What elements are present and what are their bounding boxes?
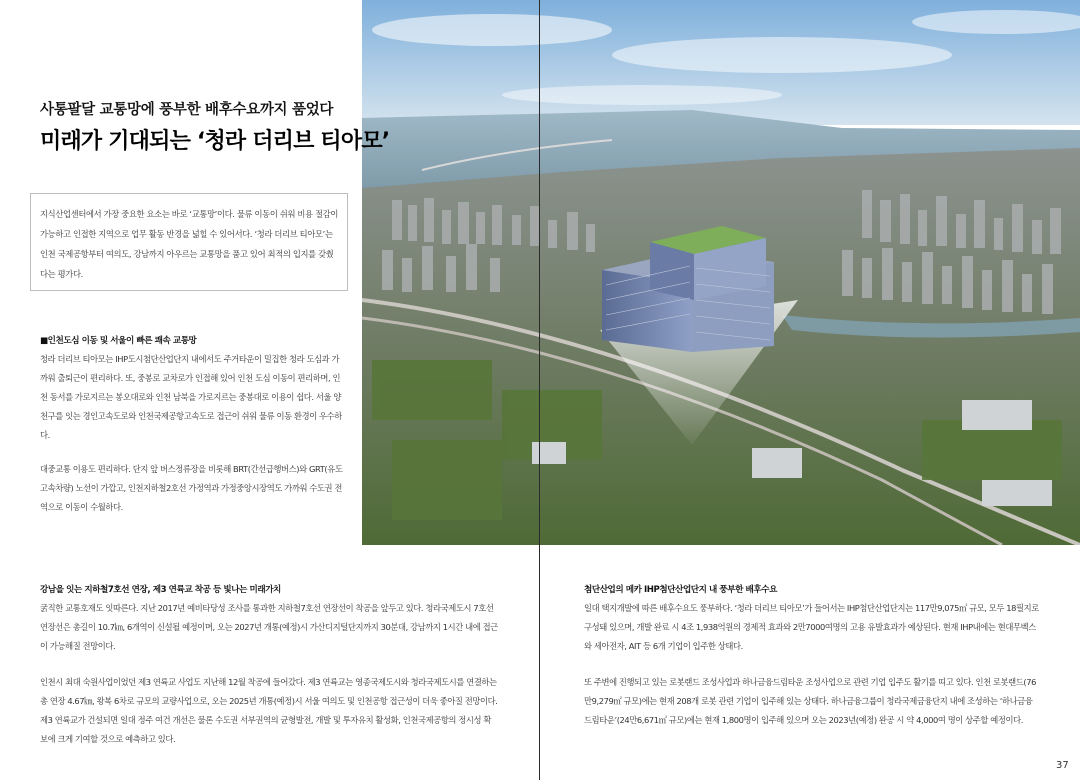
section-demand [584,583,1039,730]
page-gutter [539,0,540,780]
section-transport-paragraph-2: 대중교통 이용도 편리하다. 단지 앞 버스정류장을 비롯해 BRT(간선급행버스)와 GRT(유도고속차량) 노선이 가깝고, 인천지하철2호선 가정역과 가정중앙시장역도 가까워 수도권 전역으로 이동이 수월하다. [40,464,343,512]
section-transport [40,334,346,517]
intro-box [30,193,348,291]
aerial-rendering-image [362,0,1080,545]
section-demand-paragraph-2: 또 주변에 진행되고 있는 로봇랜드 조성사업과 하나금융드림타운 조성사업으로 관련 기업 입주도 활기를 띠고 있다. 인천 로봇랜드(76만9,279㎡ 규모)에는 현재 208개 로봇 관련 기업이 입주해 있는 상태다. 하나금융그룹이 청라국제금융단지 내에 조성하는 ‘하나금융드림타운’(24만6,671㎡ 규모)에는 현재 1,800명이 입주해 있으며 오는 2023년(예정) 완공 시 약 4,000여 명이 상주할 예정이다. [584,677,1036,725]
section-demand-paragraph-1: 일대 택지개발에 따른 배후수요도 풍부하다. ‘청라 더리브 티아모’가 들어서는 IHP첨단산업단지는 117만9,075㎡ 규모, 모두 18필지로 구성돼 있으며, 개발 완료 시 4조 1,938억원의 경제적 효과와 2만7000여명의 고용 유발효과가 예상된다. 현재 IHP내에는 현대무벡스와 세아전자, AIT 등 6개 기업이 입주한 상태다. [584,603,1039,651]
section-subway-paragraph-1: 굵직한 교통호재도 잇따른다. 지난 2017년 예비타당성 조사를 통과한 지하철7호선 연장선이 착공을 앞두고 있다. 청라국제도시 7호선 연장선은 총길이 10.7㎞, 6개역이 신설될 예정이며, 오는 2027년 개통(예정)시 가산디지털단지까지 30분대, 강남까지 1시간 내에 접근이 가능해질 전망이다. [40,603,498,651]
section-demand-heading: 첨단산업의 메카 IHP첨단산업단지 내 풍부한 배후수요 [584,585,777,595]
page-number: 37 [1056,760,1069,771]
section-subway-paragraph-2: 인천시 최대 숙원사업이었던 제3 연륙교 사업도 지난해 12월 착공에 들어갔다. 제3 연륙교는 영종국제도시와 청라국제도시를 연결하는 총 연장 4.67㎞, 왕복 6차로 규모의 교량사업으로, 오는 2025년 개통(예정)시 서울 여의도 및 인천공항 접근성이 더욱 좋아질 전망이다. 제3 연륙교가 건설되면 일대 정주 여건 개선은 물론 수도권 서부권역의 균형발전, 개발 및 투자유치 활성화, 인천국제공항의 정시성 확보에 크게 기여할 것으로 예측하고 있다. [40,677,498,744]
section-subway [40,583,498,749]
section-transport-heading: ■인천도심 이동 및 서울이 빠른 쾌속 교통망 [40,336,197,346]
article-subtitle: 사통팔달 교통망에 풍부한 배후수요까지 품었다 [40,102,334,118]
article-title: 미래가 기대되는 ‘청라 더리브 티아모’ [40,129,390,154]
section-subway-heading: 강남을 잇는 지하철7호선 연장, 제3 연륙교 착공 등 빛나는 미래가치 [40,585,281,595]
section-transport-paragraph-1: 청라 더리브 티아모는 IHP도시첨단산업단지 내에서도 주거타운이 밀집한 청라 도심과 가까워 출퇴근이 편리하다. 또, 중봉로 교차로가 인접해 있어 인천 도심 이동이 편리하며, 인천 동서를 가로지르는 봉오대로와 인천 남북을 가로지르는 중봉대로 이용이 쉽다. 서울 양천구를 잇는 경인고속도로와 인천국제공항고속도로 접근이 쉬워 물류 이동 환경이 우수하다. [40,354,342,440]
intro-text: 지식산업센터에서 가장 중요한 요소는 바로 ‘교통망’이다. 물류 이동이 쉬워 비용 절감이 가능하고 인접한 지역으로 업무 활동 반경을 넓힐 수 있어서다. ‘청라 더리브 티아모’는 인천 국제공항부터 여의도, 강남까지 아우르는 교통망을 품고 있어 최적의 입지를 갖췄다는 평가다. [40,209,339,279]
